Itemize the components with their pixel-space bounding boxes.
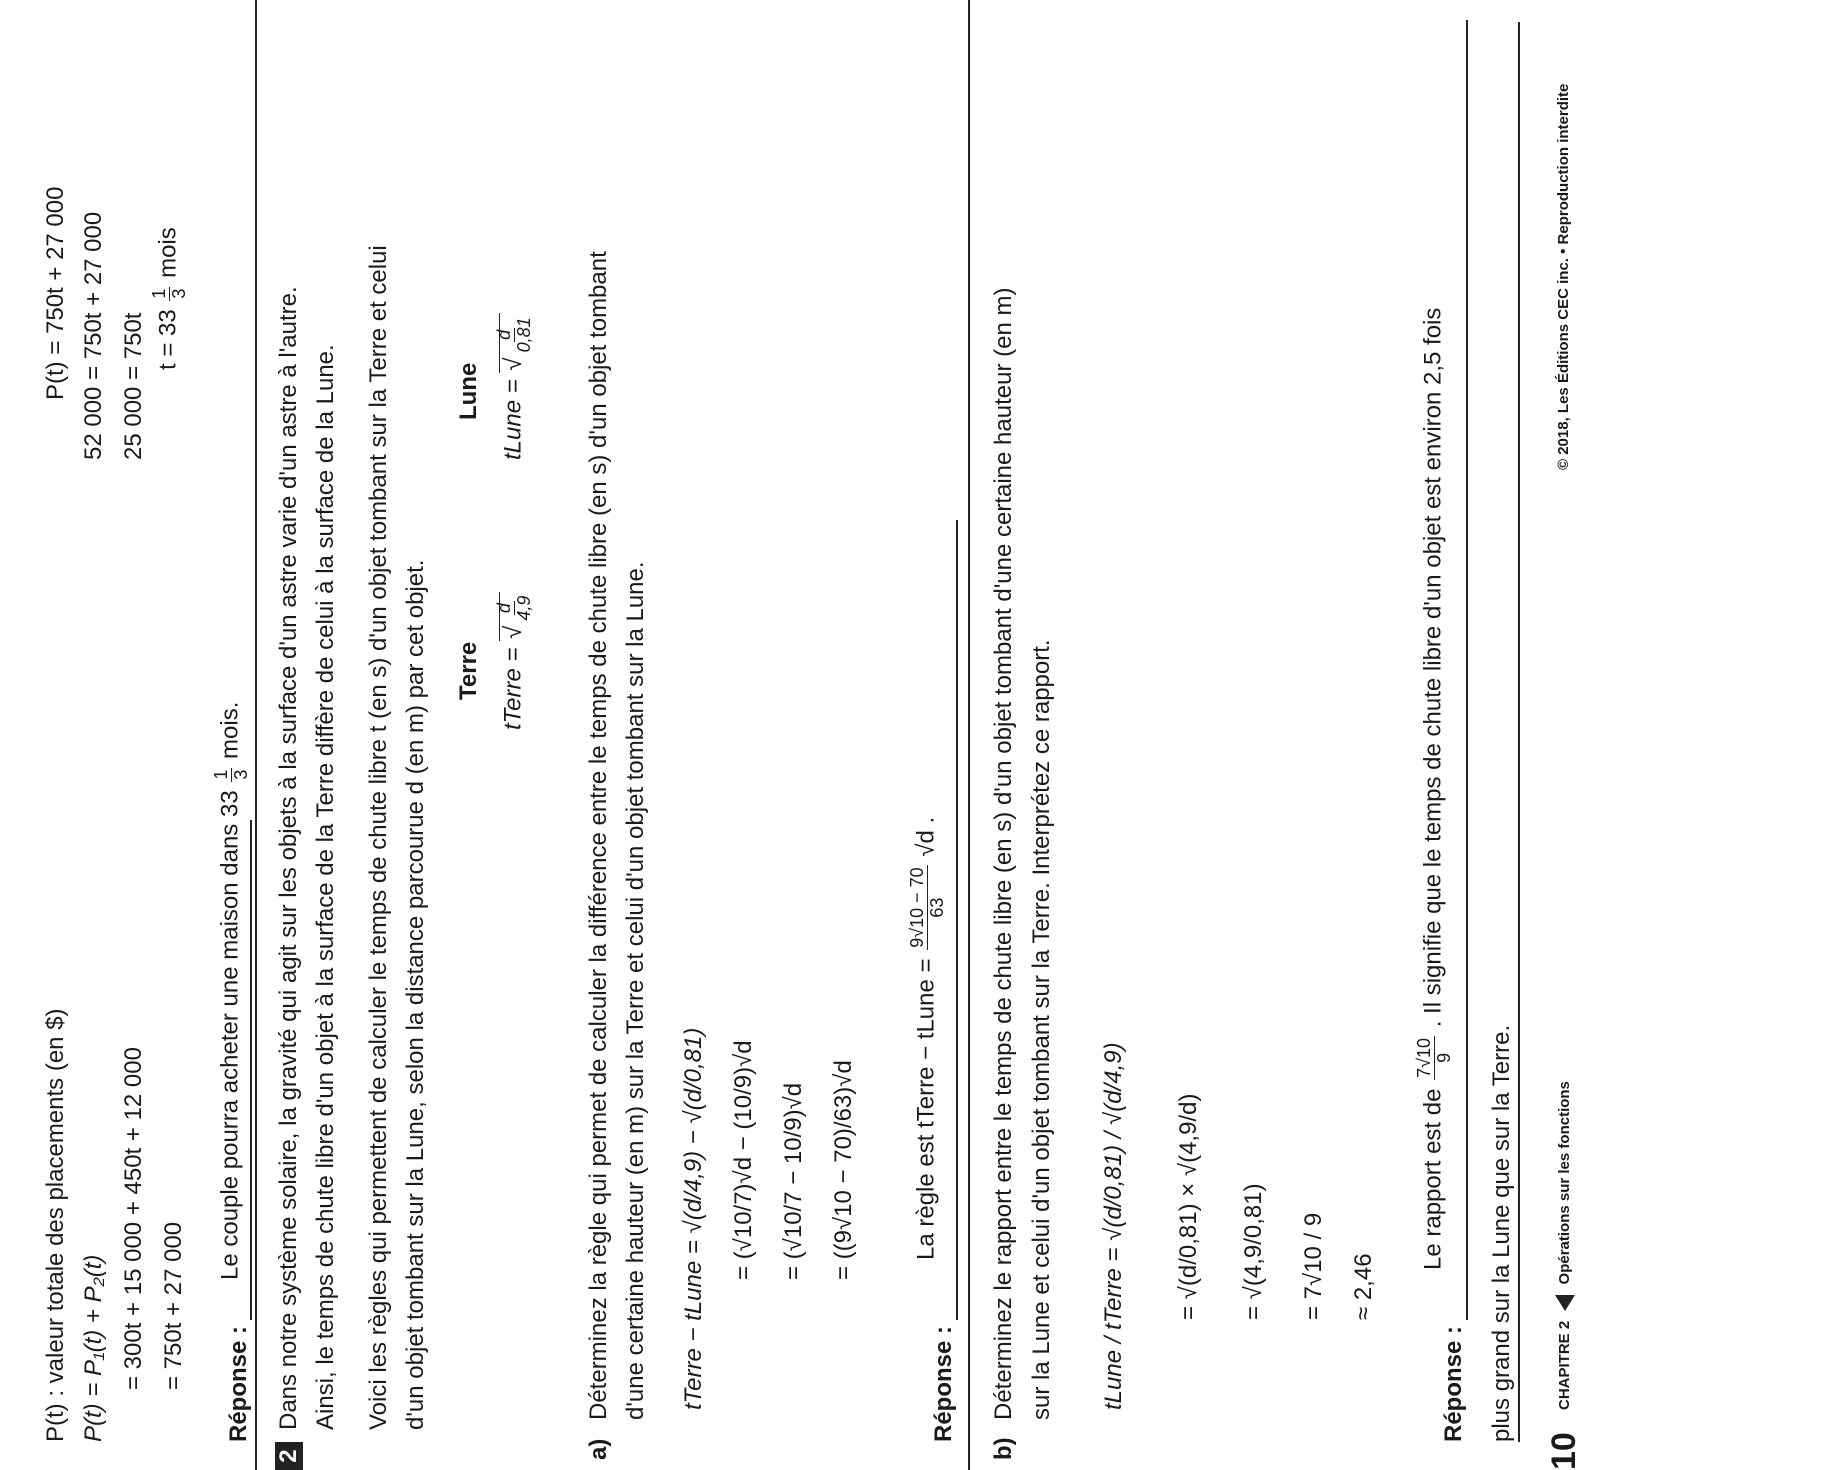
lune-formula: tLune = √ d 0,81	[495, 313, 534, 460]
response-label-1: Réponse :	[225, 1325, 252, 1442]
part-b-label: b)	[990, 1437, 1017, 1460]
part-b-step-3: = √(4,9/0,81)	[1240, 1183, 1267, 1320]
intro-line-1: Dans notre système solaire, la gravité qui agit sur les objets à la surface d'un astre varie d'un astre à l'autre.	[275, 286, 302, 1430]
part-b-step-5: ≈ 2,46	[1350, 1253, 1377, 1320]
part-a-q1: Déterminez la règle qui permet de calculer la différence entre le temps de chute libre (en s) d'un objet tombant	[585, 251, 612, 1420]
eq-left-1: P(t) = P₁(t) + P₂(t)	[80, 1254, 107, 1442]
eq-left-3: = 750t + 27 000	[160, 1221, 187, 1390]
lune-title: Lune	[455, 362, 482, 420]
terre-formula: tTerre = √ d 4,9	[495, 592, 534, 730]
part-a-label: a)	[585, 1438, 612, 1460]
part-b-q2: sur la Lune et celui d'un objet tombant sur la Terre. Interprétez ce rapport.	[1028, 639, 1055, 1420]
part-b-step-2: = √(d/0,81) × √(4,9/d)	[1175, 1093, 1202, 1320]
part-b-step-4: = 7√10 / 9	[1300, 1212, 1327, 1320]
eq-left-2: = 300t + 15 000 + 450t + 12 000	[120, 1047, 147, 1390]
response-line-b2: plus grand sur la Lune que sur la Terre.	[1488, 1024, 1515, 1442]
chapter-label: CHAPITRE 2 Opérations sur les fonctions	[1555, 1081, 1575, 1410]
eq-right-2: 52 000 = 750t + 27 000	[80, 211, 107, 460]
response-text-1: Le couple pourra acheter une maison dans 33 1 3 mois.	[211, 701, 251, 1280]
eq-right-4: t = 33 1 3 mois	[149, 227, 189, 370]
response-label-b: Réponse :	[1440, 1325, 1467, 1442]
definition-line: P(t) : valeur totale des placements (en $)	[42, 1008, 69, 1442]
part-a-q2: d'une certaine hauteur (en m) sur la Terre et celui d'un objet tombant sur la Lune.	[622, 561, 649, 1420]
part-b-q1: Déterminez le rapport entre le temps de chute libre (en s) d'un objet tombant d'une certaine hauteur (en m)	[990, 287, 1017, 1420]
response-text-a: La règle est tTerre − tLune = 9√10 − 70 63 √d .	[907, 816, 947, 1260]
intro-line-3: Voici les règles qui permettent de calculer le temps de chute libre t (en s) d'un objet tombant sur la Terre et celui	[365, 245, 392, 1430]
part-b-step-1: tLune / tTerre = √(d/0,81) / √(d/4,9)	[1100, 1042, 1127, 1410]
response-text-b: Le rapport est de 7√10 9 . Il signifie que le temps de chute libre d'un objet est environ 2,5 fois	[1414, 307, 1454, 1270]
intro-line-4: d'un objet tombant sur la Lune, selon la distance parcourue d (en m) par cet objet.	[402, 559, 429, 1430]
part-a-step-4: = ((9√10 − 70)/63)√d	[830, 1060, 857, 1280]
part-a-step-3: = (√10/7 − 10/9)√d	[780, 1082, 807, 1280]
eq-right-1: P(t) = 750t + 27 000	[42, 186, 69, 400]
page-number: 10	[1545, 1432, 1583, 1470]
problem-number-2: 2	[275, 1442, 303, 1470]
copyright: © 2018, Les Éditions CEC inc. • Reproduction interdite	[1555, 83, 1572, 470]
terre-title: Terre	[455, 641, 482, 700]
part-a-step-2: = (√10/7)√d − (10/9)√d	[730, 1040, 757, 1280]
intro-line-2: Ainsi, le temps de chute libre d'un objet à la surface de la Terre diffère de celui à la surface de la Lune.	[312, 344, 339, 1430]
response-label-a: Réponse :	[930, 1325, 957, 1442]
eq-right-3: 25 000 = 750t	[120, 312, 147, 460]
triangle-icon	[1555, 1295, 1575, 1311]
part-a-step-1: tTerre − tLune = √(d/4,9) − √(d/0,81)	[680, 1027, 707, 1410]
